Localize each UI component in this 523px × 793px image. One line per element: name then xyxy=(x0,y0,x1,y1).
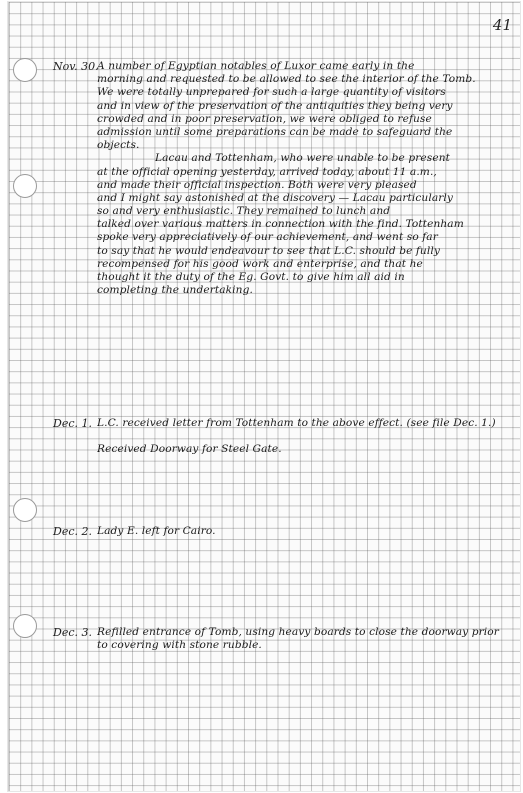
entry-line: to covering with stone rubble. xyxy=(97,639,262,652)
entry-line: and I might say astonished at the discovery — Lacau particularly xyxy=(97,191,453,204)
entry-date: Nov. 30. xyxy=(53,60,99,73)
entry-line: admission until some preparations can be made to safeguard the xyxy=(97,125,453,138)
entry-line: L.C. received letter from Tottenham to the above effect. (see file Dec. 1.) xyxy=(97,417,496,429)
entry-line: completing the undertaking. xyxy=(97,284,253,297)
entry-date: Dec. 2. xyxy=(53,525,92,538)
entry-text xyxy=(97,525,510,538)
entry-line xyxy=(97,430,510,443)
entry-line: and in view of the preservation of the antiquities they being very xyxy=(97,99,453,112)
entry-line: spoke very appreciatively of our achievement, and went so far xyxy=(97,231,438,244)
punch-hole xyxy=(13,58,37,82)
entry-text xyxy=(97,60,510,297)
entry-line: A number of Egyptian notables of Luxor came early in the xyxy=(97,60,415,72)
entry-line: morning and requested to be allowed to see the interior of the Tomb. xyxy=(97,73,476,86)
notebook-page xyxy=(8,2,520,791)
entry-line: Lacau and Tottenham, who were unable to be present xyxy=(155,152,450,165)
punch-hole xyxy=(13,498,37,522)
entry-line: Lady E. left for Cairo. xyxy=(97,525,216,537)
entry-line: so and very enthusiastic. They remained to lunch and xyxy=(97,205,391,218)
punch-hole xyxy=(13,614,37,638)
entry-text xyxy=(97,626,510,652)
entry-line: talked over various matters in connection with the find. Tottenham xyxy=(97,218,464,231)
entry-text xyxy=(97,417,510,457)
entry-line: to say that he would endeavour to see that L.C. should be fully xyxy=(97,244,440,257)
entry-date: Dec. 1. xyxy=(53,417,92,430)
entry-line: thought it the duty of the Eg. Govt. to give him all aid in xyxy=(97,271,405,283)
entry-line: We were totally unprepared for such a large quantity of visitors xyxy=(97,86,446,99)
entry-date: Dec. 3. xyxy=(53,626,92,639)
entry-line: recompensed for his good work and enterprise, and that he xyxy=(97,257,423,270)
page-number: 41 xyxy=(492,16,512,34)
entry-line: Refilled entrance of Tomb, using heavy boards to close the doorway prior xyxy=(97,626,499,638)
entry-line: at the official opening yesterday, arrived today, about 11 a.m., xyxy=(97,165,437,178)
entry-line: and made their official inspection. Both were very pleased xyxy=(97,178,417,191)
punch-hole xyxy=(13,174,37,198)
entry-line: crowded and in poor preservation, we were obliged to refuse xyxy=(97,112,432,125)
entry-line: Received Doorway for Steel Gate. xyxy=(97,443,282,456)
entry-line: objects. xyxy=(97,139,140,152)
